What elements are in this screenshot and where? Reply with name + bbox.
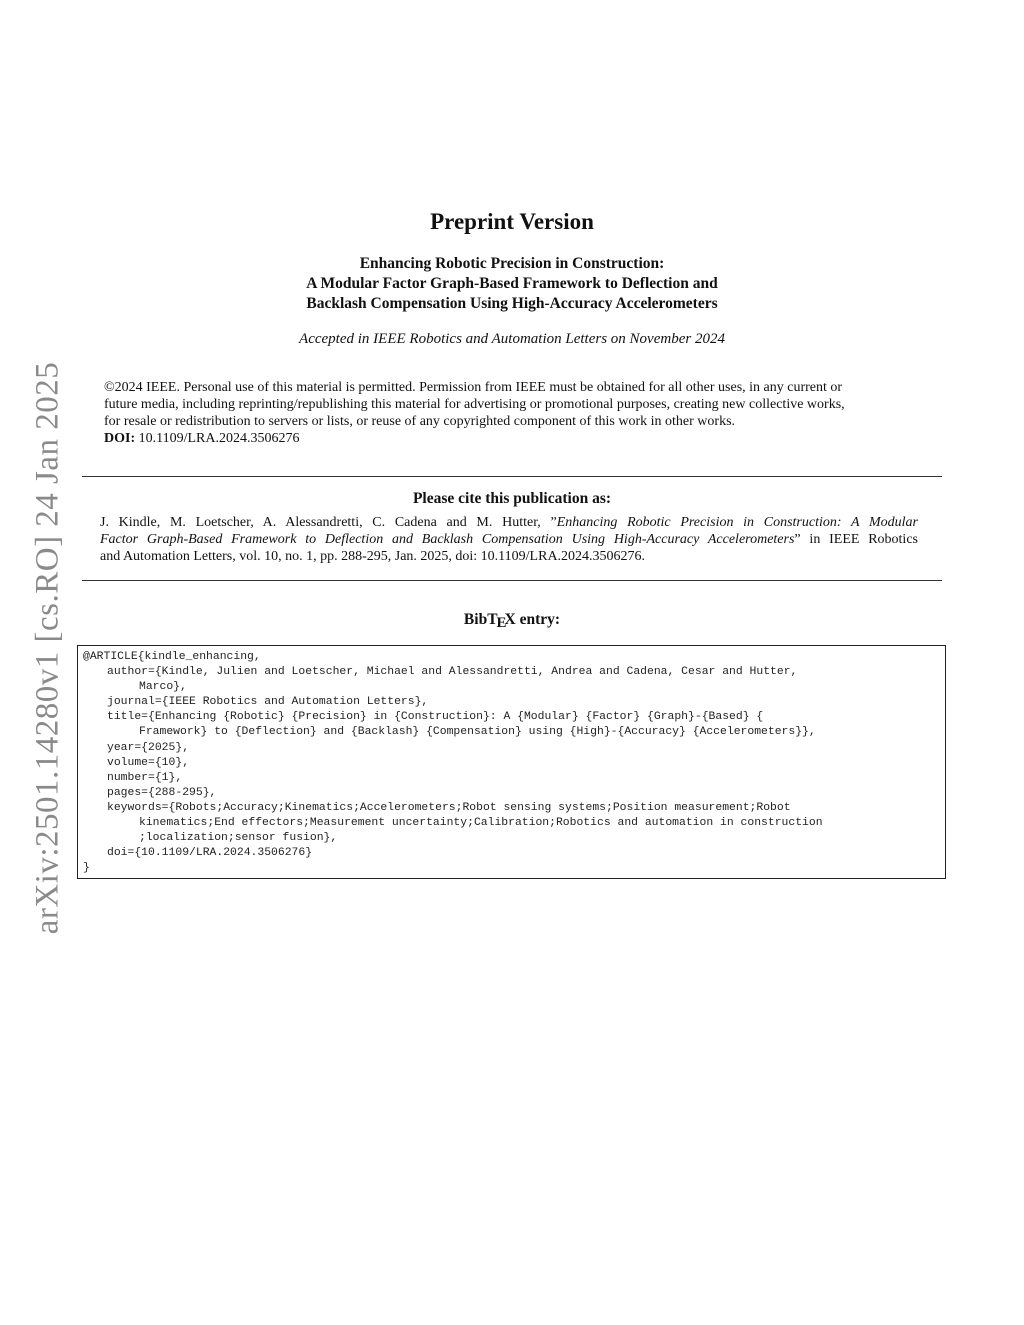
section-divider [82, 580, 942, 581]
bibtex-line: Marco}, [139, 681, 187, 694]
paper-title [0, 254, 1024, 314]
citation-title-part: Enhancing Robotic Precision in Construction: A Modular [556, 515, 918, 530]
bibtex-heading-part: Bib [463, 611, 488, 628]
citation-line [100, 531, 918, 548]
paper-title-line: A Modular Factor Graph-Based Framework to Deflection and [306, 275, 718, 292]
arxiv-identifier-stamp: arXiv:2501.14280v1 [cs.RO] 24 Jan 2025 [29, 361, 66, 935]
bibtex-line: author={Kindle, Julien and Loetscher, Michael and Alessandretti, Andrea and Cadena, Cesar and Hutter, [107, 666, 798, 679]
bibtex-heading-part: E [496, 615, 507, 631]
bibtex-heading-part: entry: [515, 611, 561, 628]
citation-line: and Automation Letters, vol. 10, no. 1, pp. 288-295, Jan. 2025, doi: 10.1109/LRA.2024.3506276. [100, 549, 646, 564]
bibtex-line: } [83, 862, 90, 875]
bibtex-line: title={Enhancing {Robotic} {Precision} in {Construction}: A {Modular} {Factor} {Graph}-{Based} { [107, 711, 764, 724]
bibtex-code-block [77, 645, 946, 879]
bibtex-line: keywords={Robots;Accuracy;Kinematics;Accelerometers;Robot sensing systems;Position measurement;Robot [107, 801, 791, 814]
copyright-line: for resale or redistribution to servers or lists, or reuse of any copyrighted component of this work in other works. [104, 414, 736, 429]
citation-line [100, 514, 918, 531]
bibtex-line: ;localization;sensor fusion}, [139, 832, 338, 845]
bibtex-line: volume={10}, [107, 756, 190, 769]
copyright-line: future media, including reprinting/republishing this material for advertising or promotional purposes, creating new collective works, [104, 397, 845, 412]
bibtex-line: pages={288-295}, [107, 786, 217, 799]
bibtex-heading-part: X [504, 611, 516, 628]
preprint-title: Preprint Version [430, 209, 594, 234]
bibtex-line: year={2025}, [107, 741, 190, 754]
doi-line [104, 430, 924, 447]
paper-title-line: Backlash Compensation Using High-Accuracy Accelerometers [306, 295, 718, 312]
bibtex-line: number={1}, [107, 771, 183, 784]
cite-heading: Please cite this publication as: [412, 490, 612, 507]
doi-value: 10.1109/LRA.2024.3506276 [138, 431, 300, 446]
citation-text [100, 514, 918, 565]
bibtex-line: doi={10.1109/LRA.2024.3506276} [107, 847, 313, 860]
doi-label: DOI: [104, 431, 136, 446]
section-divider [82, 476, 942, 477]
bibtex-line: kinematics;End effectors;Measurement uncertainty;Calibration;Robotics and automation in construction [139, 817, 823, 830]
bibtex-line: @ARTICLE{kindle_enhancing, [83, 651, 261, 663]
bibtex-heading-part: T [487, 611, 498, 628]
bibtex-heading [0, 611, 1024, 629]
bibtex-line: journal={IEEE Robotics and Automation Letters}, [107, 696, 429, 709]
copyright-line: ©2024 IEEE. Personal use of this material is permitted. Permission from IEEE must be obtained for all other uses, in any current or [104, 380, 843, 395]
bibtex-line: Framework} to {Deflection} and {Backlash} {Compensation} using {High}-{Accuracy} {Accelerometers}}, [139, 726, 816, 739]
acceptance-note: Accepted in IEEE Robotics and Automation Letters on November 2024 [299, 331, 725, 347]
copyright-notice [104, 379, 924, 447]
paper-title-line: Enhancing Robotic Precision in Construction: [359, 255, 665, 272]
citation-venue: ” in IEEE Robotics [794, 532, 918, 547]
citation-title-part: Factor Graph-Based Framework to Deflection and Backlash Compensation Using High-Accuracy Accelerometers [100, 532, 795, 547]
citation-authors: J. Kindle, M. Loetscher, A. Alessandretti, C. Cadena and M. Hutter, ” [100, 515, 557, 530]
